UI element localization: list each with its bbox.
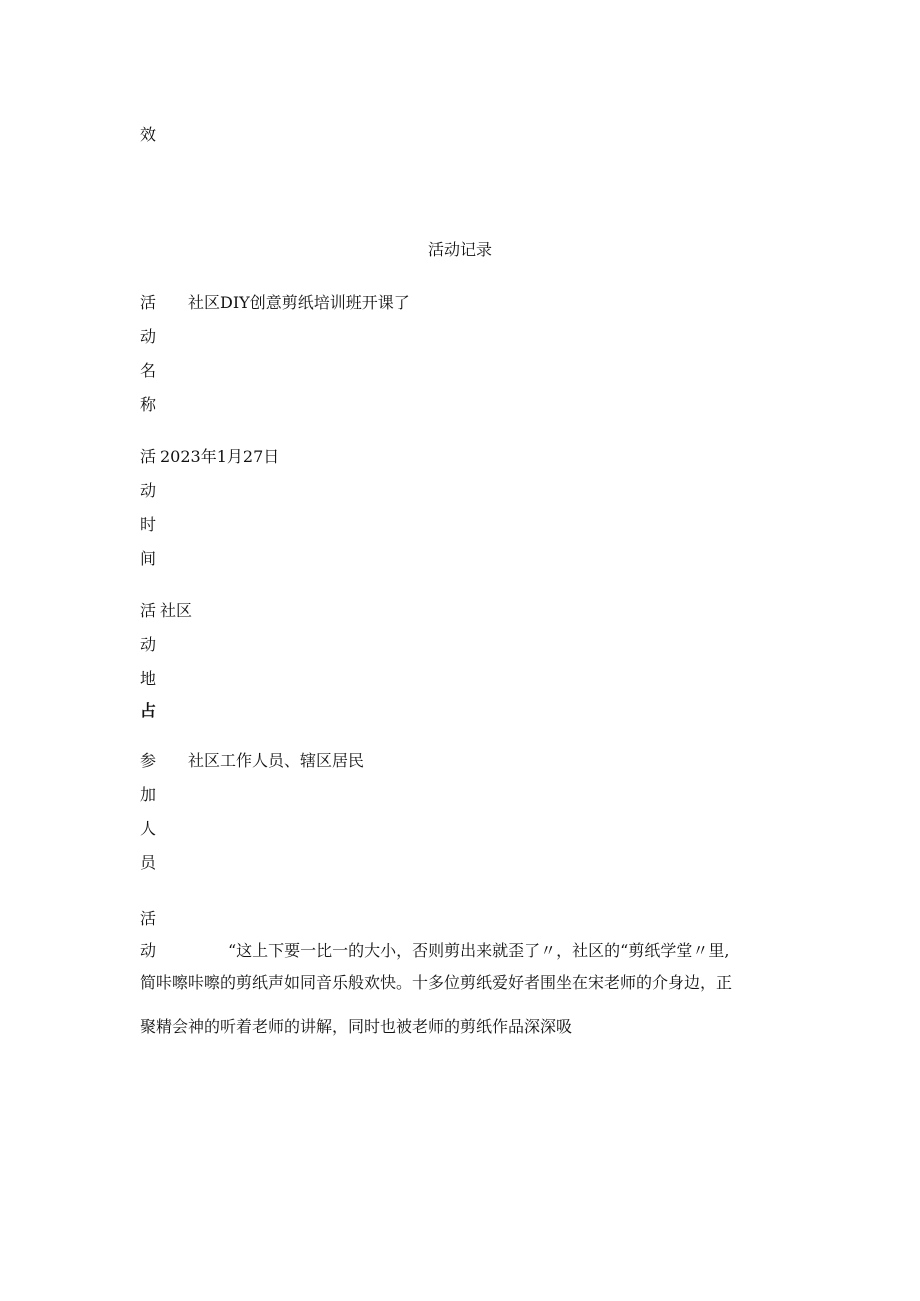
activity-content-label-char: 动	[140, 941, 157, 960]
participants-label-char: 人	[140, 819, 157, 838]
activity-place-label-char: 占	[140, 701, 157, 720]
participants-label-char: 员	[140, 853, 157, 872]
activity-place-label-char: 地	[140, 669, 157, 688]
activity-place-label-char: 动	[140, 635, 157, 654]
activity-time-label-char: 活	[140, 447, 157, 466]
activity-name-value: 社区DIY创意剪纸培训班开课了	[188, 293, 410, 312]
activity-name-label-char: 动	[140, 327, 157, 346]
activity-content-line: 聚精会神的听着老师的讲解，同时也被老师的剪纸作品深深吸	[140, 1017, 573, 1036]
activity-place-value: 社区	[160, 601, 193, 620]
activity-content-label-char: 活	[140, 909, 157, 928]
participants-label-char: 参	[140, 751, 157, 770]
page-title: 活动记录	[428, 240, 493, 259]
activity-name-label-char: 活	[140, 293, 157, 312]
activity-time-label-char: 时	[140, 515, 157, 534]
participants-value: 社区工作人员、辖区居民	[188, 751, 365, 770]
activity-time-label-char: 动	[140, 481, 157, 500]
activity-name-label-char: 称	[140, 395, 157, 414]
participants-label-char: 加	[140, 785, 157, 804]
activity-place-label-char: 活	[140, 601, 157, 620]
top-fragment: 效	[140, 125, 157, 144]
activity-time-value: 2023年1月27日	[160, 447, 280, 466]
activity-time-label-char: 间	[140, 549, 157, 568]
activity-content-line: 简咔嚓咔嚓的剪纸声如同音乐般欢快。十多位剪纸爱好者围坐在宋老师的介身边，正	[140, 973, 733, 992]
activity-content-line: “这上下要一比一的大小，否则剪出来就歪了〃，社区的“剪纸学堂〃里,	[228, 941, 730, 960]
activity-name-label-char: 名	[140, 361, 157, 380]
